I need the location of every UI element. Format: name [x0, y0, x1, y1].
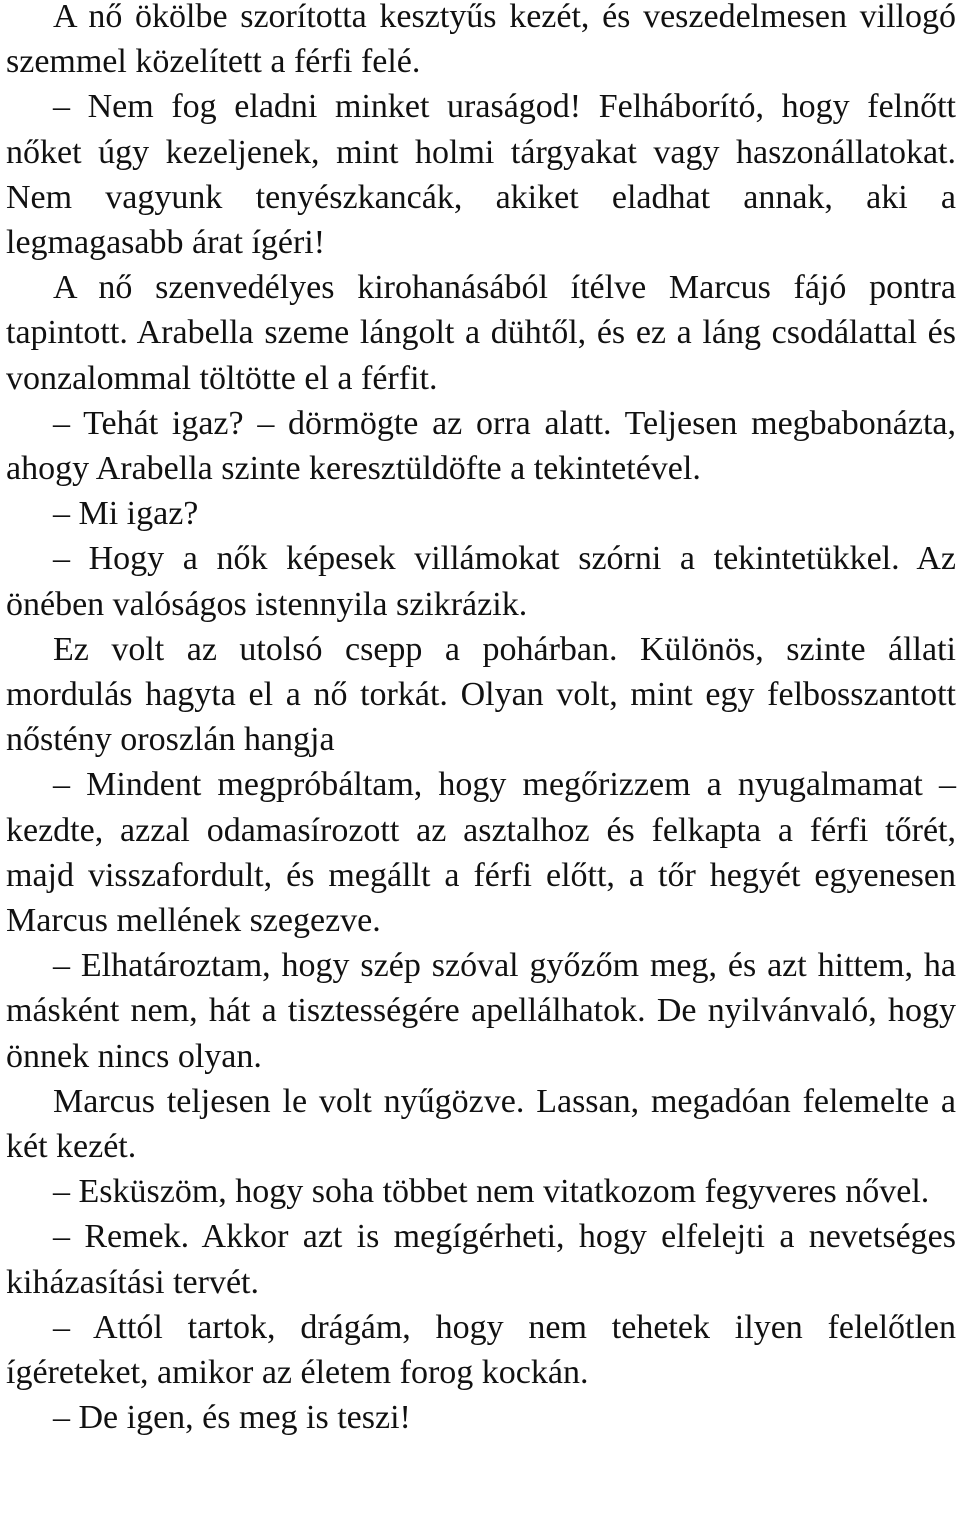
- paragraph: Ez volt az utolsó csepp a pohárban. Különös, szinte állati mordulás hagyta el a nő torkát. Olyan volt, mint egy felbosszantott nőstény oroszlán hangja: [6, 630, 956, 759]
- paragraph: A nő szenvedélyes kirohanásából ítélve Marcus fájó pontra tapintott. Arabella szeme lángolt a dühtől, és ez a láng csodálattal és vonzalommal töltötte el a férfit.: [6, 269, 956, 397]
- paragraph: – Hogy a nők képesek villámokat szórni a tekintetükkel. Az önében valóságos istennyila szikrázik.: [6, 540, 956, 623]
- paragraph: – Mi igaz?: [53, 495, 199, 533]
- paragraph: – Mindent megpróbáltam, hogy megőrizzem a nyugalmamat – kezdte, azzal odamasírozott az asztalhoz és felkapta a férfi tőrét, majd visszafordult, és megállt a férfi előtt, a tőr hegyét egyenesen Marcus mellének szegezve.: [6, 766, 956, 940]
- paragraph: – De igen, és meg is teszi!: [53, 1399, 411, 1437]
- paragraph: Marcus teljesen le volt nyűgözve. Lassan, megadóan felemelte a két kezét.: [6, 1082, 956, 1166]
- paragraph: – Tehát igaz? – dörmögte az orra alatt. Teljesen megbabonázta, ahogy Arabella szinte keresztüldöfte a tekintetével.: [6, 404, 956, 488]
- paragraph: – Elhatároztam, hogy szép szóval győzőm meg, és azt hittem, ha másként nem, hát a tisztességére apellálhatok. De nyilvánvaló, hogy önnek nincs olyan.: [6, 947, 956, 1075]
- paragraph: – Remek. Akkor azt is megígérheti, hogy elfelejti a nevetséges kiházasítási tervét.: [6, 1218, 956, 1301]
- paragraph: – Esküszöm, hogy soha többet nem vitatkozom fegyveres nővel.: [53, 1173, 930, 1211]
- text-body: [6, 0, 956, 1441]
- paragraph: A nő ökölbe szorította kesztyűs kezét, és veszedelmesen villogó szemmel közelített a férfi felé.: [6, 0, 956, 81]
- paragraph: – Attól tartok, drágám, hogy nem tehetek ilyen felelőtlen ígéreteket, amikor az életem forog kockán.: [6, 1308, 956, 1392]
- paragraph: – Nem fog eladni minket uraságod! Felháborító, hogy felnőtt nőket úgy kezeljenek, mint holmi tárgyakat vagy haszonállatokat. Nem vagyunk tenyészkancák, akiket eladhat annak, aki a legmagasabb árat ígéri!: [6, 88, 956, 262]
